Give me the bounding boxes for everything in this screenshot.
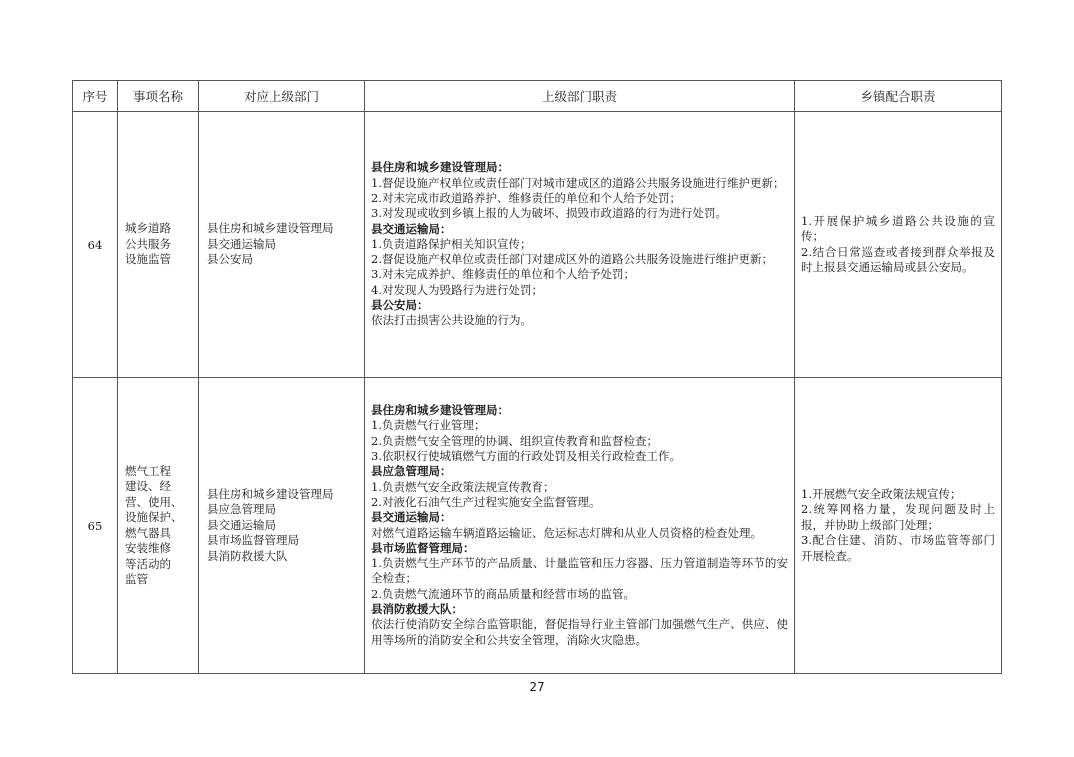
duty-heading: 县市场监督管理局： (371, 540, 475, 555)
table-row-65 (73, 378, 1002, 674)
item-name-line: 监管 (125, 572, 148, 586)
dept-item: 县住房和城乡建设管理局 (207, 221, 334, 236)
duty-item: 2.督促设施产权单位或责任部门对建成区外的道路公共服务设施进行维护更新； (371, 252, 773, 267)
township-duty-item: 3.配合住建、消防、市场监管等部门开展检查。 (801, 533, 995, 563)
dept-item: 县住房和城乡建设管理局 (207, 486, 334, 501)
duty-heading: 县住房和城乡建设管理局： (371, 403, 509, 418)
header-township-duty: 乡镇配合职责 (795, 81, 1002, 112)
dept-cell (199, 112, 365, 378)
item-name-line: 设施监管 (125, 252, 171, 267)
item-name-line: 燃气工程 (125, 463, 171, 478)
duty-heading: 县住房和城乡建设管理局： (371, 160, 509, 175)
duty-heading: 县应急管理局： (371, 464, 452, 479)
duty-item: 依法行使消防安全综合监管职能，督促指导行业主管部门加强燃气生产、供应、使用等场所的消防安全和公共安全管理，消除火灾隐患。 (371, 617, 788, 647)
row-number: 64 (73, 112, 118, 378)
duty-item: 1.负责燃气安全政策法规宣传教育； (371, 479, 555, 494)
header-item-name: 事项名称 (118, 81, 199, 112)
dept-item: 县公安局 (207, 252, 253, 267)
item-name-line: 建设、经 (125, 479, 171, 493)
header-no: 序号 (73, 81, 118, 112)
duty-item: 2.负责燃气安全管理的协调、组织宣传教育和监督检查； (371, 433, 658, 448)
duty-item: 3.对发现或收到乡镇上报的人为破坏、损毁市政道路的行为进行处罚。 (371, 206, 727, 221)
dept-cell (199, 378, 365, 674)
duty-item: 1.负责道路保护相关知识宣传； (371, 236, 532, 251)
duty-heading: 县交通运输局： (371, 221, 452, 236)
duty-item: 2.负责燃气流通环节的商品质量和经营市场的监管。 (371, 586, 635, 601)
item-name-line: 公共服务 (125, 236, 171, 251)
duty-heading: 县交通运输局： (371, 510, 452, 525)
item-name-line: 安装维修 (125, 541, 171, 555)
item-name-line: 等活动的 (125, 556, 171, 571)
responsibility-table (72, 80, 1002, 674)
duty-item: 2.对未完成市政道路养护、维修责任的单位和个人给予处罚； (371, 190, 681, 205)
duty-heading: 县消防救援大队： (371, 601, 463, 616)
table-header-row (73, 81, 1002, 112)
item-name-cell (118, 378, 199, 674)
page-number: 27 (529, 680, 545, 694)
dept-item: 县交通运输局 (207, 517, 276, 532)
dept-item: 县应急管理局 (207, 502, 276, 517)
duty-item: 3.对未完成养护、维修责任的单位和个人给予处罚； (371, 267, 635, 282)
row-number: 65 (73, 378, 118, 674)
dept-item: 县消防救援大队 (207, 548, 288, 563)
item-name-line: 燃气器具 (125, 525, 171, 540)
duty-cell (365, 378, 795, 674)
duty-item: 2.对液化石油气生产过程实施安全监督管理。 (371, 494, 601, 509)
item-name-line: 营、使用、 (125, 494, 183, 509)
duty-cell (365, 112, 795, 378)
header-superior-duty: 上级部门职责 (365, 81, 795, 112)
duty-item: 1.负责燃气行业管理； (371, 418, 486, 433)
duty-item: 1.督促设施产权单位或责任部门对城市建成区的道路公共服务设施进行维护更新； (371, 175, 785, 190)
duty-heading: 县公安局： (371, 298, 429, 313)
township-duty-item: 1.开展燃气安全政策法规宣传； (801, 486, 962, 501)
township-duty-cell (795, 112, 1002, 378)
township-duty-item: 2.统筹网格力量，发现问题及时上报，并协助上级部门处理； (801, 502, 995, 532)
duty-item: 对燃气道路运输车辆道路运输证、危运标志灯牌和从业人员资格的检查处理。 (371, 525, 762, 540)
duty-item: 1.负责燃气生产环节的产品质量、计量监管和压力容器、压力管道制造等环节的安全检查； (371, 556, 788, 586)
township-duty-cell (795, 378, 1002, 674)
township-duty-item: 1.开展保护城乡道路公共设施的宣传； (801, 213, 995, 243)
duty-item: 3.依职权行使城镇燃气方面的行政处罚及相关行政检查工作。 (371, 449, 681, 464)
duty-item: 4.对发现人为毁路行为进行处罚； (371, 282, 543, 297)
item-name-line: 设施保护、 (125, 510, 183, 524)
item-name-line: 城乡道路 (125, 221, 171, 236)
township-duty-item: 2.结合日常巡查或者接到群众举报及时上报县交通运输局或县公安局。 (801, 244, 995, 274)
dept-item: 县交通运输局 (207, 236, 276, 251)
duty-item: 依法打击损害公共设施的行为。 (371, 313, 532, 328)
header-superior-dept: 对应上级部门 (199, 81, 365, 112)
dept-item: 县市场监督管理局 (207, 533, 299, 548)
table-row-64 (73, 112, 1002, 378)
item-name-cell (118, 112, 199, 378)
